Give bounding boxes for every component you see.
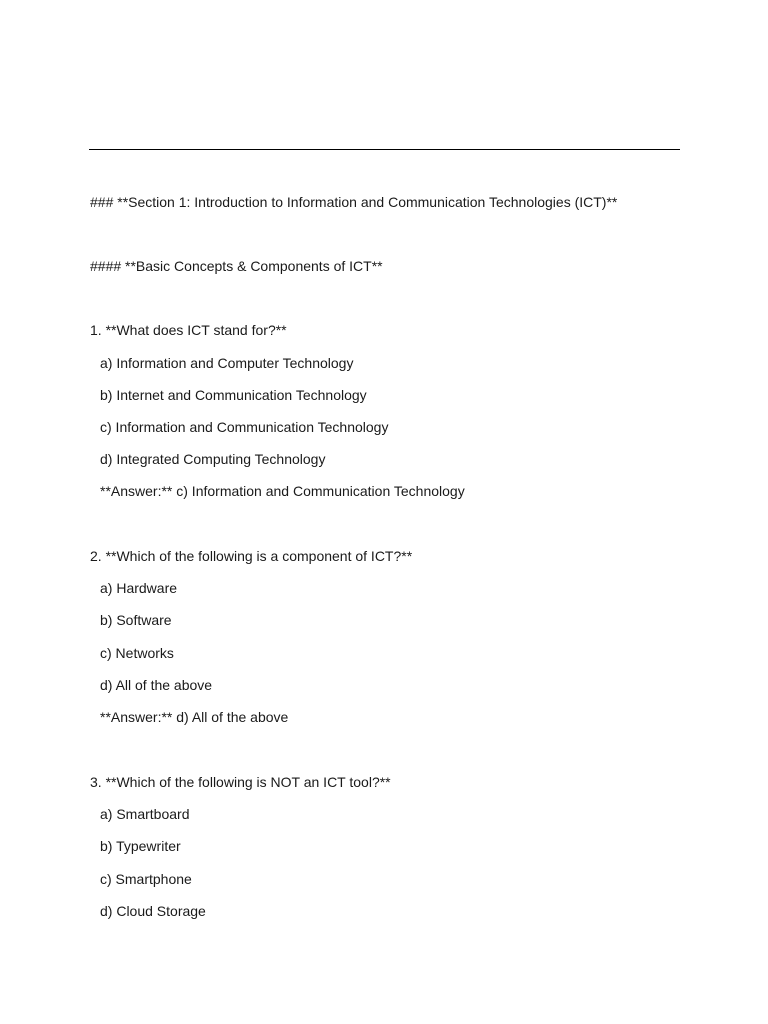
question-2: 2. **Which of the following is a component of ICT?** <box>90 548 413 564</box>
question-3-option-b: b) Typewriter <box>100 838 181 854</box>
horizontal-rule <box>89 149 680 150</box>
question-2-option-a: a) Hardware <box>100 580 178 596</box>
question-2-option-c: c) Networks <box>100 645 174 661</box>
question-3-option-c: c) Smartphone <box>100 871 192 887</box>
section-subheading: #### **Basic Concepts & Components of ICT** <box>90 258 383 274</box>
question-2-option-d: d) All of the above <box>100 677 213 693</box>
question-1-option-c: c) Information and Communication Technology <box>100 419 389 435</box>
question-3: 3. **Which of the following is NOT an ICT tool?** <box>90 774 391 790</box>
question-3-option-d: d) Cloud Storage <box>100 903 206 919</box>
question-1-option-d: d) Integrated Computing Technology <box>100 451 326 467</box>
question-2-answer: **Answer:** d) All of the above <box>100 709 289 725</box>
question-1-answer: **Answer:** c) Information and Communication Technology <box>100 483 465 499</box>
question-3-option-a: a) Smartboard <box>100 806 190 822</box>
question-2-option-b: b) Software <box>100 612 172 628</box>
section-heading: ### **Section 1: Introduction to Information and Communication Technologies (ICT)** <box>90 194 618 210</box>
question-1-option-b: b) Internet and Communication Technology <box>100 387 367 403</box>
question-1: 1. **What does ICT stand for?** <box>90 322 287 338</box>
question-1-option-a: a) Information and Computer Technology <box>100 355 354 371</box>
